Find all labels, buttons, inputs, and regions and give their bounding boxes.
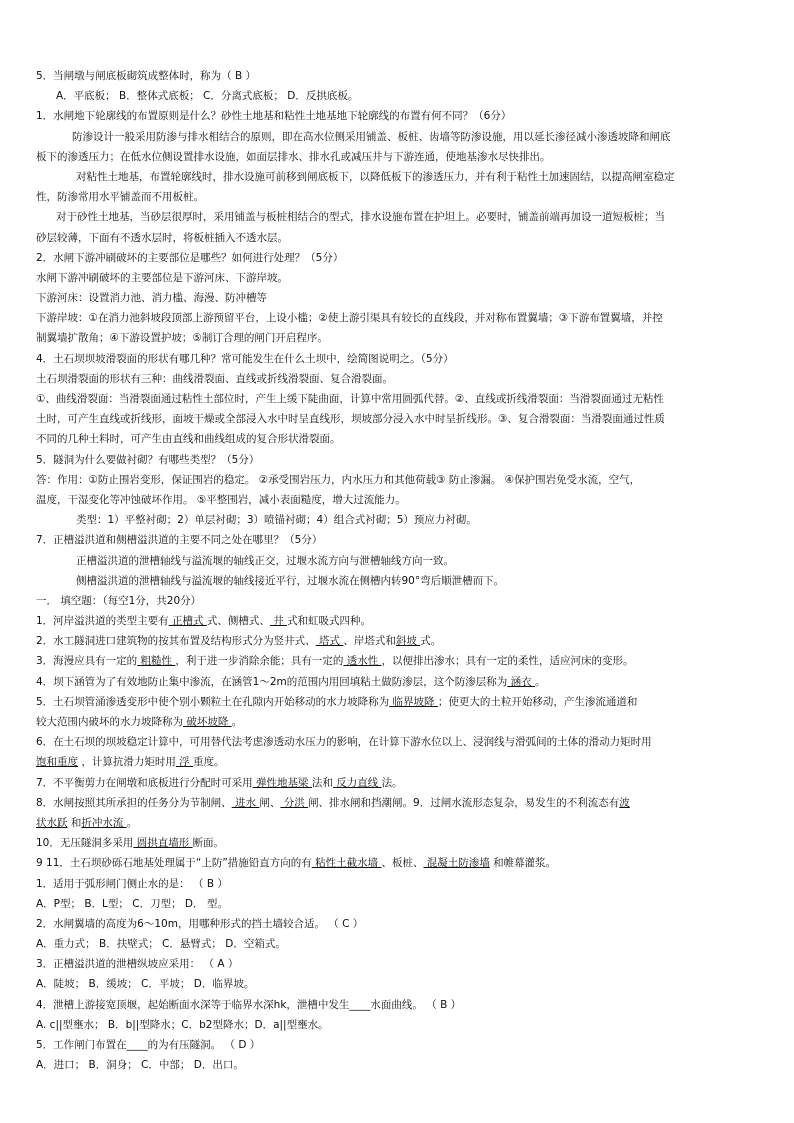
- text-line: A．进口； B．洞身； C．中部； D．出口。: [36, 1059, 244, 1072]
- text-line: 1．适用于弧形闸门侧止水的是： （ B ）: [36, 877, 228, 890]
- fill-line: [36, 732, 760, 752]
- answer-blank: 斜坡: [395, 635, 421, 648]
- text-line: 侧槽溢洪道的泄槽轴线与溢流堰的轴线接近平行，过堰水流在侧槽内转90°弯后顺泄槽而下。: [76, 574, 505, 587]
- answer-blank: 涵衣: [507, 675, 535, 688]
- text-line: 性，防渗常用水平铺盖而不用板桩。: [36, 191, 204, 204]
- text-line: 答：作用：①防止围岩变形，保证围岩的稳定。 ②承受围岩压力，内水压力和其他荷载③ 防止渗漏。 ④保护围岩免受水流，空气，: [36, 473, 641, 486]
- answer-blank: 临界坡降: [389, 695, 438, 708]
- text-line: A．平底板； B．整体式底板； C．分离式底板； D．反拱底板。: [56, 90, 359, 103]
- text-line: 2．水闸翼墙的高度为6～10m，用哪种形式的挡土墙较合适。 （ C ）: [36, 917, 364, 930]
- text-line: 2．水闸下游冲刷破坏的主要部位是哪些？如何进行处理？（5分）: [36, 251, 344, 264]
- answer-blank: 波: [619, 796, 630, 809]
- text-line: 对于砂性土地基，当砂层很厚时，采用铺盖与板桩相结合的型式，排水设施布置在护坦上。必要时，铺盖前端再加设一道短板桩；当: [56, 211, 665, 224]
- question-text: 式、侧槽式、: [206, 615, 270, 628]
- answer-blank: 浮: [175, 756, 194, 769]
- question-text: 5．土石坝管涌渗透变形中使个别小颗粒土在孔隙内开始移动的水力坡降称为: [36, 695, 390, 708]
- question-text: 法和: [311, 776, 333, 789]
- answer-blank: 粗糙性: [137, 655, 176, 668]
- question-text: 。: [534, 675, 546, 688]
- answer-blank: 状水跃: [36, 816, 68, 829]
- text-line: 土石坝滑裂面的形状有三种：曲线滑裂面、直线或折线滑裂面、复合滑裂面。: [36, 372, 393, 385]
- document-page: [36, 66, 760, 1075]
- answer-blank: 粘性土截水墙: [311, 857, 382, 870]
- text-line: 4．土石坝坝坡滑裂面的形状有哪几种？常可能发生在什么土坝中，绘简图说明之。（5分）: [36, 352, 454, 365]
- text-line: 正槽溢洪道的泄槽轴线与溢流堰的轴线正交，过堰水流方向与泄槽轴线方向一致。: [76, 554, 454, 567]
- question-text: 式和虹吸式四种。: [287, 615, 372, 628]
- fill-line: [36, 672, 760, 692]
- question-text: 2．水工隧洞进口建筑物的按其布置及结构形式分为竖井式、: [36, 635, 316, 648]
- answer-blank: 进水: [231, 796, 260, 809]
- fill-line: [36, 631, 760, 651]
- text-line: 一． 填空题：（每空1分，共20分）: [36, 594, 202, 607]
- answer-blank: 饱和重度: [36, 756, 78, 769]
- text-line: 5．工作闸门布置在____的为有压隧洞。 （ D ）: [36, 1039, 261, 1051]
- question-text: 3．海漫应具有一定的: [36, 655, 138, 668]
- question-text: 1．河岸溢洪道的类型主要有: [36, 615, 169, 628]
- question-text: 6．在土石坝的坝坡稳定计算中，可用替代法考虑渗透动水压力的影响，在计算下游水位以上、浸润线与滑弧间的土体的滑动力矩时用: [36, 736, 652, 749]
- text-line: A．陡坡； B．缓坡； C．平坡； D．临界坡。: [36, 978, 255, 991]
- text-lines: [36, 66, 760, 611]
- fill-line: [36, 813, 760, 833]
- text-line: 防渗设计一般采用防渗与排水相结合的原则，即在高水位侧采用铺盖、板桩、齿墙等防渗设施，用以延长渗径减小渗透坡降和闸底: [72, 130, 671, 143]
- answer-blank: 反力直线: [332, 776, 382, 789]
- text-line: 3．正槽溢洪道的泄槽纵坡应采用： （ A ）: [36, 958, 239, 971]
- text-line: 1．水闸地下轮廓线的布置原则是什么？砂性土地基和粘性土地基地下轮廓线的布置有何不同？（6分）: [36, 110, 512, 123]
- answer-blank: 圆拱直墙形: [133, 837, 193, 850]
- text-line: ①、曲线滑裂面：当滑裂面通过粘性土部位时，产生上缓下陡曲面，计算中常用圆弧代替。②、直线或折线滑裂面：当滑裂面通过无粘性: [36, 393, 664, 405]
- question-text: 和帷幕灌浆。: [489, 857, 557, 870]
- question-text: 。: [231, 716, 243, 728]
- question-text: 和: [67, 816, 82, 829]
- question-text: 闸、: [259, 796, 281, 809]
- fill-line: [36, 651, 760, 671]
- answer-blank: 混凝土防渗墙: [423, 857, 490, 870]
- question-text: ，计算抗滑力矩时用: [78, 756, 176, 769]
- question-text: 法。: [381, 776, 403, 789]
- answer-blank: 弹性地基梁: [252, 776, 312, 789]
- text-line: 5．隧洞为什么要做衬砌？有哪些类型？（5分）: [36, 453, 260, 466]
- fill-in-questions: [36, 611, 760, 873]
- fill-line: [36, 773, 760, 793]
- question-text: 闸、排水闸和挡潮闸。9．过闸水流形态复杂，易发生的不利流态有: [308, 796, 620, 809]
- text-line: 砂层较薄，下面有不透水层时，将板桩插入不透水层。: [36, 231, 288, 244]
- text-line: 下游岸坡：①在消力池斜坡段顶部上游预留平台，上设小槛；②使上游引渠具有较长的直线段，并对称布置翼墙；③下游布置翼墙，并控: [36, 312, 663, 325]
- fill-line: [36, 712, 760, 732]
- question-text: 4．坝下涵管为了有效地防止集中渗流，在涵管1～2m的范围内用回填粘土做防渗层，这个防渗层称为: [36, 675, 508, 688]
- text-line: 对粘性土地基，布置轮廓线时，排水设施可前移到闸底板下，以降低板下的渗透压力，并有利于粘性土加速固结，以提高闸室稳定: [76, 170, 675, 183]
- question-text: 式。: [420, 635, 442, 648]
- answer-blank: 破坏坡降: [183, 716, 232, 728]
- question-text: 断面。: [192, 837, 225, 850]
- question-text: 、板桩、: [381, 857, 424, 870]
- answer-blank: 正槽式: [168, 615, 207, 628]
- answer-blank: 塔式: [315, 635, 344, 648]
- text-line: 7．正槽溢洪道和侧槽溢洪道的主要不同之处在哪里？（5分）: [36, 534, 323, 547]
- fill-line: [36, 833, 760, 853]
- text-line: 不同的几种土料时，可产生由直线和曲线组成的复合形状滑裂面。: [36, 433, 341, 446]
- answer-blank: 井: [269, 615, 288, 628]
- text-line: 温度，干湿变化等冲蚀破坏作用。 ⑤平整围岩，减小表面糙度，增大过流能力。: [36, 493, 406, 506]
- question-text: 。: [126, 816, 138, 829]
- answer-blank: 折冲水流: [81, 816, 127, 829]
- question-text: ，利于进一步消除余能；具有一定的: [175, 655, 344, 668]
- text-line: 板下的渗透压力；在低水位侧设置排水设施，如面层排水、排水孔或减压井与下游连通，使地基渗水尽快排出。: [36, 150, 551, 163]
- fill-line: [36, 611, 760, 631]
- text-line: A．重力式； B．扶壁式； C．悬臂式； D．空箱式。: [36, 938, 286, 951]
- fill-line: [36, 793, 760, 813]
- text-line: 制翼墙扩散角；④下游设置护坡；⑤制订合理的闸门开启程序。: [36, 332, 328, 345]
- text-line: 4．泄槽上游接宽顶堰，起始断面水深等于临界水深hk，泄槽中发生____水面曲线。 （ B ）: [36, 998, 462, 1011]
- question-text: ，以便排出渗水；具有一定的柔性，适应河床的变形。: [381, 655, 634, 668]
- question-text: 9 11．土石坝砂砾石地基处理属于“上防”措施铅直方向的有: [36, 857, 312, 870]
- fill-line: [36, 853, 760, 873]
- text-line: A．P型； B．L型； C．刀型； D． 型。: [36, 897, 228, 910]
- text-line: A. c||型壅水； B．b||型降水；C．b2型降水；D．a||型壅水。: [36, 1018, 329, 1031]
- text-line: 下游河床：设置消力池、消力槛、海漫、防冲槽等: [36, 292, 267, 305]
- question-text: 重度。: [193, 756, 225, 769]
- text-line: 土时，可产生直线或折线形，面坡干燥或全部浸入水中时呈直线形，坝坡部分浸入水中时呈折线形。③、复合滑裂面：当滑裂面通过性质: [36, 413, 665, 426]
- answer-blank: 透水性: [343, 655, 382, 668]
- multiple-choice-questions: [36, 874, 760, 1076]
- question-text: 10．无压隧洞多采用: [36, 837, 134, 850]
- text-line: 5．当闸墩与闸底板砌筑成整体时，称为（ B ）: [36, 70, 257, 82]
- question-text: ；使更大的土粒开始移动，产生渗流通道和: [437, 695, 638, 708]
- text-line: 水闸下游冲刷破坏的主要部位是下游河床、下游岸坡。: [36, 271, 288, 284]
- fill-line: [36, 692, 760, 712]
- question-text: 7．不平衡剪力在闸墩和底板进行分配时可采用: [36, 776, 253, 789]
- answer-blank: 分洪: [280, 796, 309, 809]
- text-line: 类型：1）平整衬砌；2）单层衬砌；3）喷锚衬砌；4）组合式衬砌；5）预应力衬砌。: [76, 514, 477, 527]
- fill-line: [36, 752, 760, 772]
- question-text: 较大范围内破坏的水力坡降称为: [36, 716, 183, 728]
- question-text: 、岸塔式和: [343, 635, 396, 648]
- question-text: 8．水闸按照其所承担的任务分为节制闸、: [36, 796, 232, 809]
